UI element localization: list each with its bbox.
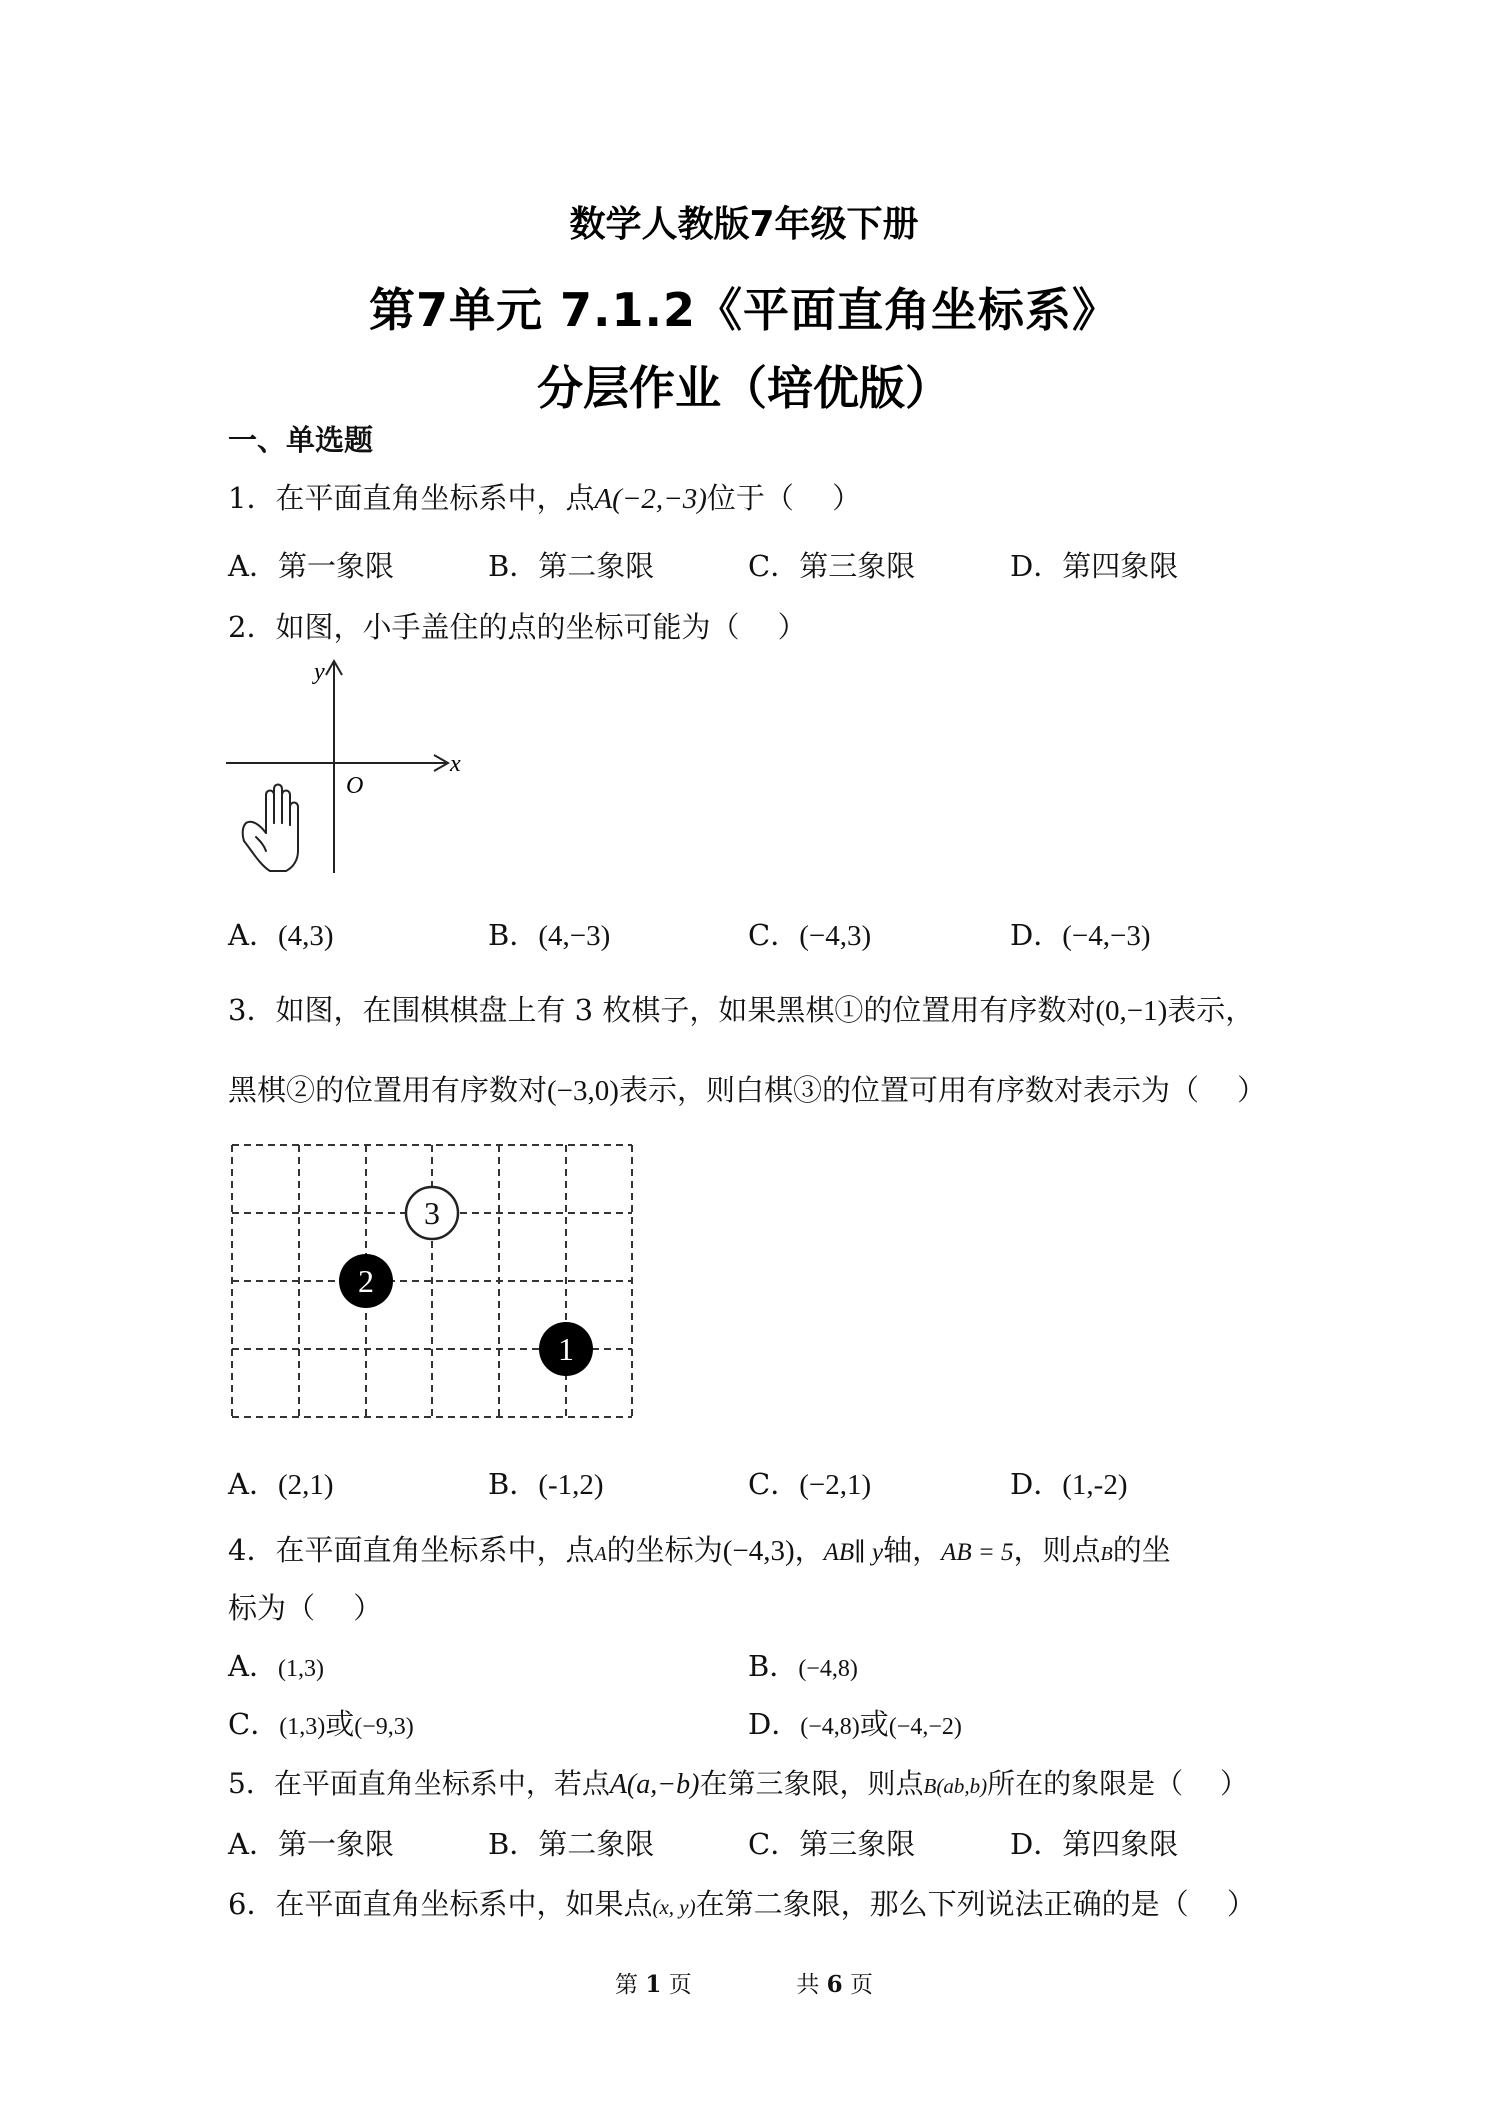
q4-coord-a: (−4,3) bbox=[722, 1535, 795, 1567]
q3-option-c-label: C． bbox=[748, 1467, 800, 1501]
q4-option-b-label: B． bbox=[748, 1649, 799, 1683]
q2-option-a[interactable] bbox=[228, 913, 334, 954]
q3-option-a-label: A． bbox=[228, 1467, 278, 1501]
q4-option-b-value: (−4,8) bbox=[798, 1656, 858, 1682]
q4-point-b: B bbox=[1100, 1543, 1113, 1565]
q2-option-b-value: (4,−3) bbox=[538, 920, 611, 952]
q4-text-c: ， bbox=[794, 1533, 824, 1567]
q5-option-a[interactable]: A．第一象限 bbox=[228, 1827, 394, 1861]
q3-coord-1: (0,−1) bbox=[1095, 995, 1168, 1027]
q4-option-c-value2: (−9,3) bbox=[354, 1714, 414, 1740]
q4-text-e: ，则点 bbox=[1013, 1533, 1101, 1567]
black-stone-1-label: 1 bbox=[558, 1331, 574, 1367]
q2-option-d[interactable] bbox=[1010, 913, 1151, 954]
q3-option-a-value: (2,1) bbox=[277, 1469, 334, 1501]
q4-option-d-or: 或 bbox=[859, 1707, 889, 1741]
q2-axes-figure bbox=[226, 655, 476, 880]
section-heading: 一、单选题 bbox=[228, 423, 374, 457]
q3-option-d-value: (1,-2) bbox=[1062, 1469, 1128, 1501]
q5-option-b[interactable]: B．第二象限 bbox=[488, 1827, 655, 1861]
q4-option-c-label: C． bbox=[228, 1707, 280, 1741]
q1-text-pre: 1．在平面直角坐标系中，点 bbox=[228, 481, 595, 515]
q2-option-b[interactable] bbox=[488, 913, 610, 954]
white-stone-3-label: 3 bbox=[424, 1195, 440, 1231]
doc-title-line1: 数学人教版7年级下册 bbox=[569, 204, 919, 245]
q2-option-c-value: (−4,3) bbox=[799, 920, 872, 952]
q2-option-a-value: (4,3) bbox=[277, 920, 334, 952]
black-stone-2 bbox=[339, 1254, 393, 1308]
question-4-line1 bbox=[228, 1528, 1171, 1569]
q4-option-a-label: A． bbox=[228, 1649, 278, 1683]
q2-option-a-label: A． bbox=[228, 918, 278, 952]
q4-text-a: 4．在平面直角坐标系中，点 bbox=[228, 1533, 595, 1567]
q3-line2-end: 表示，则白棋③的位置可用有序数对表示为（ ） bbox=[618, 1073, 1267, 1107]
q5-point-a: A(a,−b) bbox=[609, 1769, 700, 1800]
q4-option-a-value: (1,3) bbox=[277, 1656, 324, 1682]
q5-text-post: 所在的象限是（ ） bbox=[987, 1767, 1248, 1800]
question-6 bbox=[228, 1882, 1256, 1923]
question-3-line2 bbox=[228, 1068, 1266, 1109]
q4-option-d-label: D． bbox=[748, 1707, 801, 1741]
q3-coord-2: (−3,0) bbox=[547, 1075, 619, 1107]
q3-line2-text: 黑棋②的位置用有序数对 bbox=[228, 1073, 548, 1107]
q3-option-b-label: B． bbox=[488, 1467, 539, 1501]
q5-text-pre: 5．在平面直角坐标系中，若点 bbox=[228, 1767, 610, 1800]
q1-point: A(−2,−3) bbox=[594, 483, 707, 515]
q3-option-a[interactable] bbox=[228, 1462, 334, 1503]
q1-option-a[interactable]: A．第一象限 bbox=[228, 549, 394, 583]
footer-total-suffix: 页 bbox=[849, 1972, 873, 1998]
q1-option-b[interactable]: B．第二象限 bbox=[488, 549, 655, 583]
q1-option-c[interactable]: C．第三象限 bbox=[748, 549, 916, 583]
q4-parallel: AB∥ y bbox=[823, 1539, 884, 1566]
q5-option-c[interactable]: C．第三象限 bbox=[748, 1827, 916, 1861]
q4-option-c-or: 或 bbox=[325, 1707, 355, 1741]
q4-text-d: 轴， bbox=[883, 1533, 942, 1567]
question-3-line1 bbox=[228, 988, 1254, 1029]
q4-option-d-value1: (−4,8) bbox=[800, 1714, 860, 1740]
q1-option-d[interactable]: D．第四象限 bbox=[1010, 549, 1179, 583]
q5-text-mid: 在第三象限，则点 bbox=[699, 1767, 924, 1800]
black-stone-1 bbox=[539, 1322, 593, 1376]
go-board-figure bbox=[230, 1143, 634, 1419]
q2-option-d-label: D． bbox=[1010, 918, 1063, 952]
q2-option-c[interactable] bbox=[748, 913, 871, 954]
y-axis-label: y bbox=[314, 659, 325, 685]
q2-option-b-label: B． bbox=[488, 918, 539, 952]
q1-text-post: 位于（ ） bbox=[706, 481, 862, 515]
footer-page-number: 1 bbox=[645, 1971, 662, 1998]
q4-option-c-value1: (1,3) bbox=[279, 1714, 326, 1740]
footer-page-prefix: 第 bbox=[615, 1972, 639, 1998]
q4-option-a[interactable] bbox=[228, 1644, 324, 1685]
q6-point: (x, y) bbox=[652, 1895, 696, 1919]
q6-text-pre: 6．在平面直角坐标系中，如果点 bbox=[228, 1887, 653, 1921]
page-footer bbox=[0, 1966, 1488, 1999]
q3-option-b-value: (-1,2) bbox=[538, 1469, 604, 1501]
footer-total-prefix: 共 bbox=[796, 1972, 820, 1998]
footer-total-number: 6 bbox=[826, 1971, 843, 1998]
q2-option-c-label: C． bbox=[748, 918, 800, 952]
hand-icon bbox=[243, 785, 298, 872]
question-1 bbox=[228, 476, 861, 517]
white-stone-3 bbox=[406, 1187, 458, 1239]
q4-option-b[interactable] bbox=[748, 1644, 858, 1685]
q4-point-a: A bbox=[594, 1543, 607, 1565]
q3-option-c[interactable] bbox=[748, 1462, 871, 1503]
black-stone-2-label: 2 bbox=[358, 1263, 374, 1299]
doc-title-line2: 第7单元 7.1.2《平面直角坐标系》 bbox=[369, 283, 1119, 337]
q4-length: AB = 5 bbox=[941, 1539, 1014, 1566]
q3-option-d-label: D． bbox=[1010, 1467, 1063, 1501]
q3-option-b[interactable] bbox=[488, 1462, 604, 1503]
question-4-line2: 标为（ ） bbox=[228, 1591, 383, 1625]
q5-point-b: B(ab,b) bbox=[923, 1774, 988, 1798]
q3-line1-text: 3．如图，在围棋棋盘上有 3 枚棋子，如果黑棋①的位置用有序数对 bbox=[228, 993, 1096, 1027]
q4-option-c[interactable] bbox=[228, 1702, 414, 1743]
q4-option-d-value2: (−4,−2) bbox=[888, 1714, 962, 1740]
question-5 bbox=[228, 1762, 1248, 1802]
q4-text-b: 的坐标为 bbox=[606, 1533, 723, 1567]
x-axis-label: x bbox=[450, 751, 461, 777]
q3-option-c-value: (−2,1) bbox=[799, 1469, 872, 1501]
question-2: 2．如图，小手盖住的点的坐标可能为（ ） bbox=[228, 610, 807, 644]
q4-text-f: 的坐 bbox=[1112, 1533, 1171, 1567]
q2-option-d-value: (−4,−3) bbox=[1062, 920, 1151, 952]
q4-option-d[interactable] bbox=[748, 1702, 962, 1743]
origin-label: O bbox=[346, 773, 364, 799]
q3-line1-end: 表示， bbox=[1167, 993, 1255, 1027]
footer-page-suffix: 页 bbox=[668, 1972, 692, 1998]
q5-option-d[interactable]: D．第四象限 bbox=[1010, 1827, 1179, 1861]
q6-text-post: 在第二象限，那么下列说法正确的是（ ） bbox=[695, 1887, 1256, 1921]
q3-option-d[interactable] bbox=[1010, 1462, 1128, 1503]
doc-title-line3: 分层作业（培优版） bbox=[537, 361, 951, 415]
